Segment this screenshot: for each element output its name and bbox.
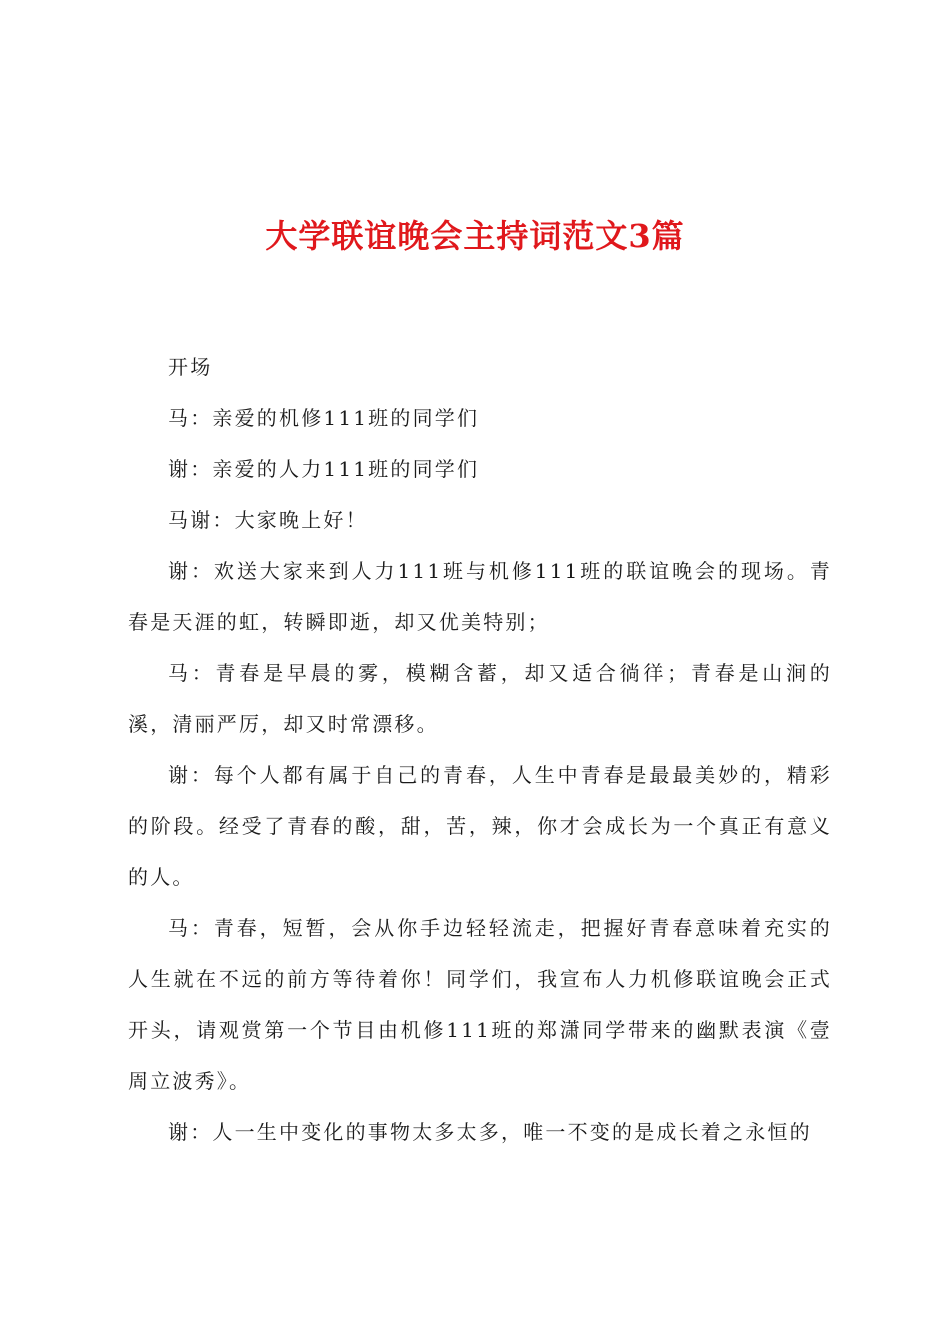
document-body [128, 342, 832, 1158]
paragraph-xie-greeting: 谢：亲爱的人力111班的同学们 [168, 457, 480, 481]
paragraph-ma-announce: 马：青春，短暂，会从你手边轻轻流走，把握好青春意味着充实的人生就在不远的前方等待着你！同学们，我宣布人力机修联谊晚会正式开头，请观赏第一个节目由机修111班的郑潇同学带来的幽默表演《壹周立波秀》。 [128, 916, 832, 1093]
paragraph-xie-welcome: 谢：欢送大家来到人力111班与机修111班的联谊晚会的现场。青春是天涯的虹，转瞬即逝，却又优美特别； [128, 559, 832, 634]
paragraph-xie-youth: 谢：每个人都有属于自己的青春，人生中青春是最最美妙的，精彩的阶段。经受了青春的酸，甜，苦，辣，你才会成长为一个真正有意义的人。 [128, 763, 832, 889]
paragraph-xie-change: 谢：人一生中变化的事物太多太多，唯一不变的是成长着之永恒的 [168, 1120, 812, 1144]
document-title: 大学联谊晚会主持词范文3篇 [265, 217, 685, 255]
paragraph-ma-youth: 马：青春是早晨的雾，模糊含蓄，却又适合徜徉；青春是山涧的溪，清丽严厉，却又时常漂移。 [128, 661, 832, 736]
paragraph-opening: 开场 [168, 355, 213, 379]
paragraph-ma-greeting: 马：亲爱的机修111班的同学们 [168, 406, 480, 430]
paragraph-joint-greeting: 马谢：大家晚上好！ [168, 508, 368, 532]
